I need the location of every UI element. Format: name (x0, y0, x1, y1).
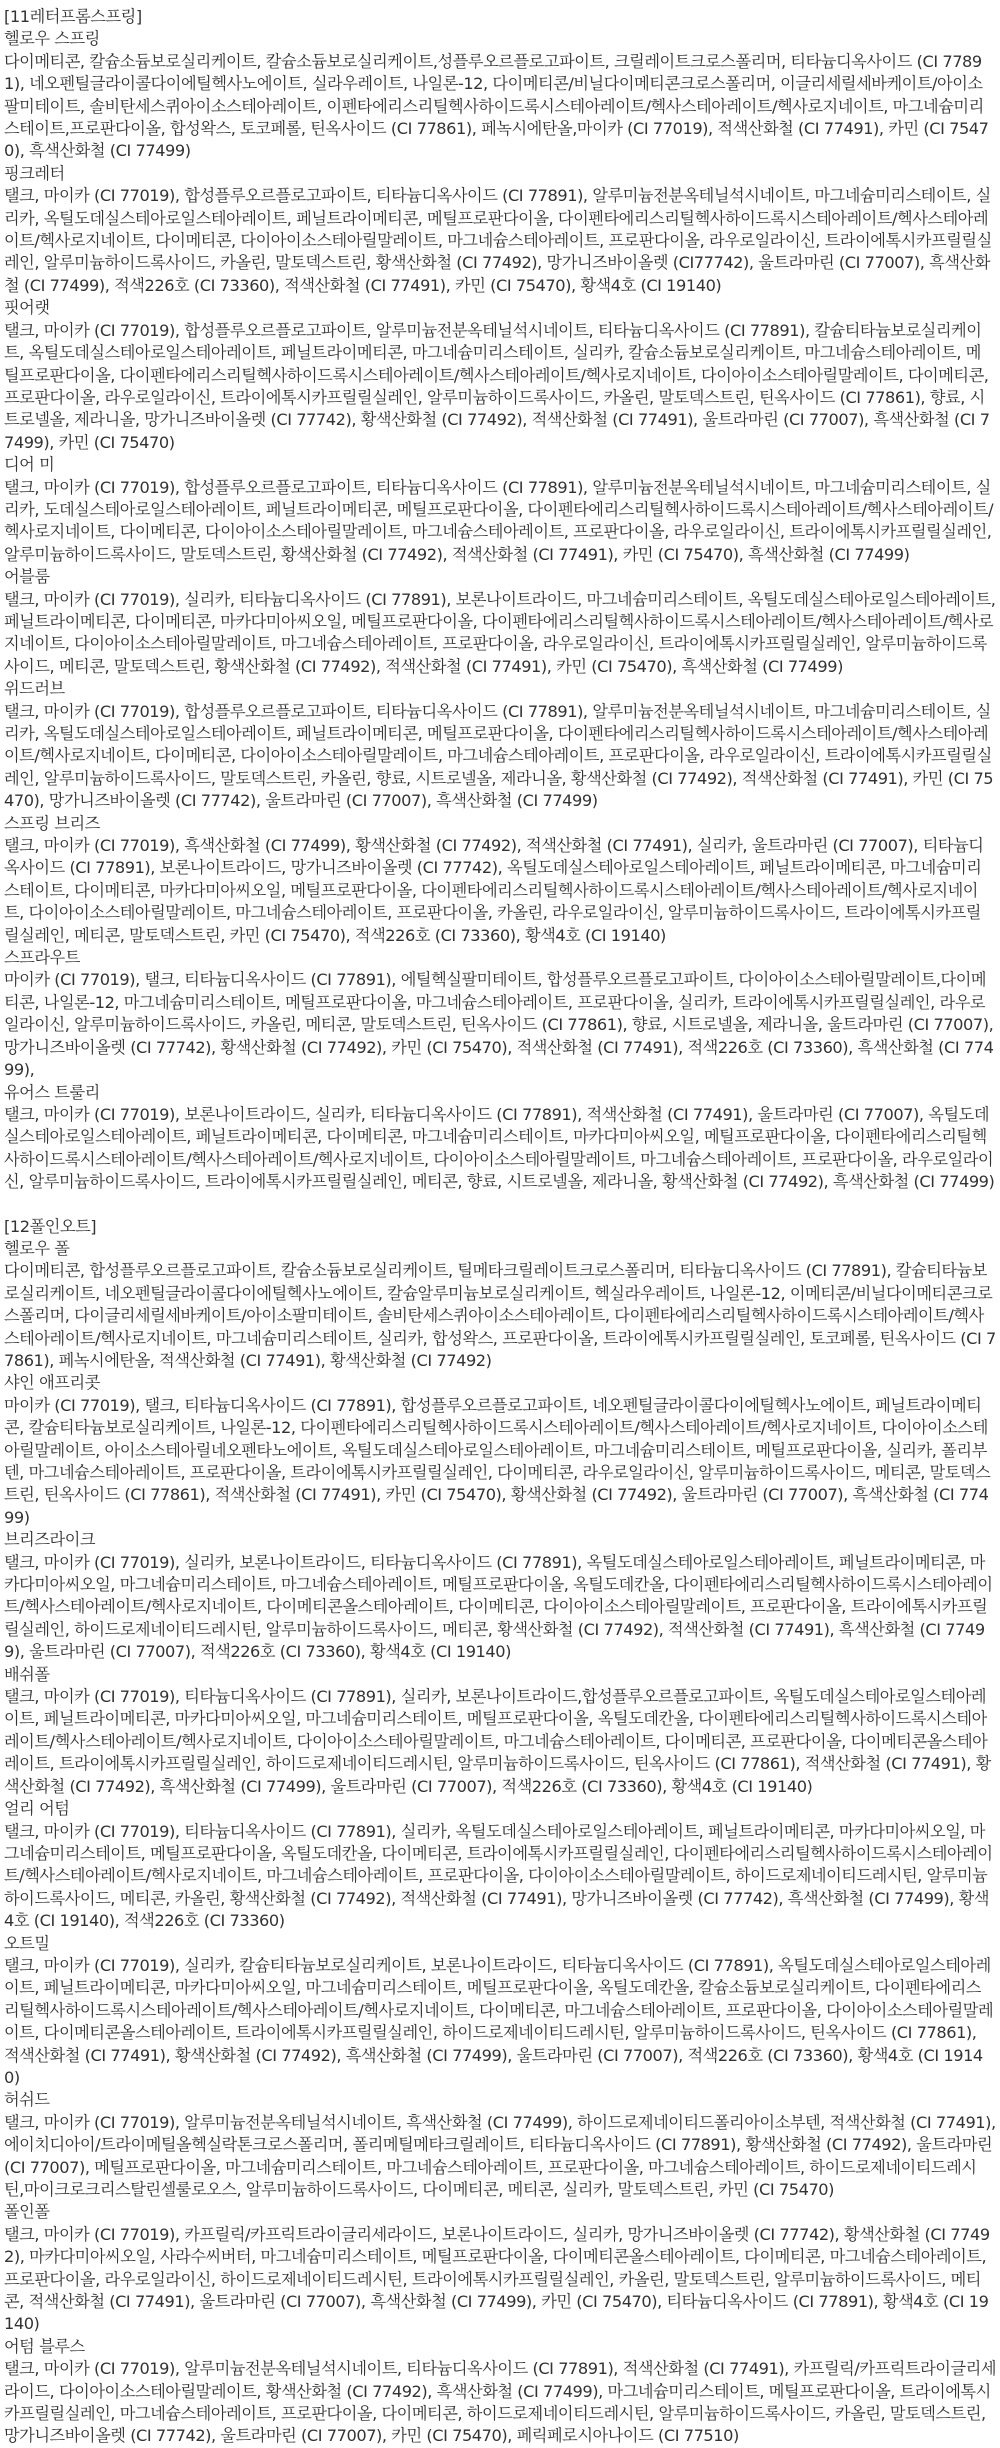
product-entry (4, 1933, 996, 2090)
product-name: 스프링 브리즈 (4, 813, 100, 833)
section-spacer (4, 1194, 996, 1216)
product-entry (4, 2201, 996, 2335)
ingredient-list: 마이카 (CI 77019), 탤크, 티타늄디옥사이드 (CI 77891), 에틸헥실팔미테이트, 합성플루오르플로고파이트, 다이아이소스테아릴말레이트,다이메티콘, 나일론-12, 마그네슘미리스테이트, 메틸프로판다이올, 마그네슘스테아레이트, 프로판다이올, 실리카, 트라이에톡시카프릴릴실레인, 라우로일라이신, 알루미늄하이드록사이드, 카올린, 메티콘, 말토덱스트린, 틴옥사이드 (CI 77861), 향료, 시트로넬올, 제라니올, 울트라마린 (CI 77007), 망가니즈바이올렛 (CI 77742), 황색산화철 (CI 77492), 카민 (CI 75470), 적색산화철 (CI 77491), 적색226호 (CI 73360), 흑색산화철 (CI 77499), (4, 970, 994, 1080)
section-header: [11레터프롬스프링] (4, 7, 142, 26)
ingredient-list: 탤크, 마이카 (CI 77019), 티타늄디옥사이드 (CI 77891), 실리카, 옥틸도데실스테아로일스테아레이트, 페닐트라이메티콘, 마카다미아씨오일, 마그네슘미리스테이트, 메틸프로판다이올, 옥틸도데칸올, 다이메티콘, 트라이에톡시카프릴릴실레인, 다이펜타에리스리틸헥사하이드록시스테아레이트/헥사스테아레이트/헥사로지네이트, 마그네슘스테아레이트, 프로판다이올, 다이아이소스테아릴말레이트, 하이드로제네이티드레시틴, 알루미늄하이드록사이드, 메티콘, 카올린, 황색산화철 (CI 77492), 적색산화철 (CI 77491), 망가니즈바이올렛 (CI 77742), 흑색산화철 (CI 77499), 황색4호 (CI 19140), 적색226호 (CI 73360) (4, 1821, 993, 1931)
ingredient-list: 탤크, 마이카 (CI 77019), 실리카, 칼슘티타늄보로실리케이트, 보론나이트라이드, 티타늄디옥사이드 (CI 77891), 옥틸도데실스테아로일스테아레이트, 페닐트라이메티콘, 마카다미아씨오일, 마그네슘미리스테이트, 메틸프로판다이올, 옥틸도데칸올, 칼슘소듐보로실리케이트, 다이펜타에리스리틸헥사하이드록시스테아레이트/헥사스테아레이트/헥사로지네이트, 다이메티콘, 마그네슘스테아레이트, 프로판다이올, 다이아이소스테아릴말레이트, 다이메티콘올스테아레이트, 트라이에톡시카프릴릴실레인, 하이드로제네이티드레시틴, 알루미늄하이드록사이드, 틴옥사이드 (CI 77861), 적색산화철 (CI 77491), 황색산화철 (CI 77492), 흑색산화철 (CI 77499), 울트라마린 (CI 77007), 적색226호 (CI 73360), 황색4호 (CI 19140) (4, 1955, 994, 2087)
product-name: 헬로우 폴 (4, 1238, 70, 1258)
product-name: 헬로우 스프링 (4, 29, 100, 49)
ingredient-list: 마이카 (CI 77019), 탤크, 티타늄디옥사이드 (CI 77891), 합성플루오르플로고파이트, 네오펜틸글라이콜다이에틸헥사노에이트, 페닐트라이메티콘, 칼슘티타늄보로실리케이트, 나일론-12, 다이펜타에리스리틸헥사하이드록시스테아레이트/헥사스테아레이트/헥사로지네이트, 다이아이소스테아릴말레이트, 아이소스테아릴네오펜타노에이트, 옥틸도데실스테아로일스테아레이트, 마그네슘미리스테이트, 메틸프로판다이올, 실리카, 폴리부텐, 마그네슘스테아레이트, 프로판다이올, 트라이에톡시카프릴릴실레인, 다이메티콘, 라우로일라이신, 알루미늄하이드록사이드, 메티콘, 말토덱스트린, 틴옥사이드 (CI 77861), 적색산화철 (CI 77491), 카민 (CI 75470), 황색산화철 (CI 77492), 울트라마린 (CI 77007), 흑색산화철 (CI 77499) (4, 1395, 991, 1527)
product-name: 오트밀 (4, 1933, 50, 1953)
section-fall-in-oat (4, 1216, 996, 2448)
product-entry (4, 28, 996, 162)
ingredient-list: 탤크, 마이카 (CI 77019), 티타늄디옥사이드 (CI 77891), 실리카, 보론나이트라이드,합성플루오르플로고파이트, 옥틸도데실스테아로일스테아레이트, 페닐트라이메티콘, 마카다미아씨오일, 마그네슘미리스테이트, 메틸프로판다이올, 옥틸도데칸올, 다이펜타에리스리틸헥사하이드록시스테아레이트/헥사스테아레이트/헥사로지네이트, 다이아이소스테아릴말레이트, 마그네슘스테아레이트, 다이메티콘, 프로판다이올, 다이메티콘올스테아레이트, 트라이에톡시카프릴릴실레인, 하이드로제네이티드레시틴, 알루미늄하이드록사이드, 틴옥사이드 (CI 77861), 적색산화철 (CI 77491), 황색산화철 (CI 77492), 흑색산화철 (CI 77499), 울트라마린 (CI 77007), 적색226호 (CI 73360), 황색4호 (CI 19140) (4, 1687, 991, 1796)
product-entry (4, 813, 996, 947)
ingredient-list: 탤크, 마이카 (CI 77019), 흑색산화철 (CI 77499), 황색산화철 (CI 77492), 적색산화철 (CI 77491), 실리카, 울트라마린 (CI 77007), 티타늄디옥사이드 (CI 77891), 보론나이트라이드, 망가니즈바이올렛 (CI 77742), 옥틸도데실스테아로일스테아레이트, 페닐트라이메티콘, 마그네슘미리스테이트, 다이메티콘, 마카다미아씨오일, 메틸프로판다이올, 다이펜타에리스리틸헥사하이드록시스테아레이트/헥사스테아레이트/헥사로지네이트, 다이아이소스테아릴말레이트, 마그네슘스테아레이트, 프로판다이올, 카올린, 라우로일라이신, 알루미늄하이드록사이드, 트라이에톡시카프릴릴실레인, 메티콘, 말토덱스트린, 카민 (CI 75470), 적색226호 (CI 73360), 황색4호 (CI 19140) (4, 836, 984, 945)
product-name: 디어 미 (4, 455, 55, 475)
ingredient-list: 탤크, 마이카 (CI 77019), 알루미늄전분옥테닐석시네이트, 티타늄디옥사이드 (CI 77891), 적색산화철 (CI 77491), 카프릴릭/카프릭트라이글리세라이드, 다이아이소스테아릴말레이트, 황색산화철 (CI 77492), 흑색산화철 (CI 77499), 마그네슘미리스테이트, 메틸프로판다이올, 트라이에톡시카프릴릴실레인, 마그네슘스테아레이트, 프로판다이올, 다이메티콘, 하이드로제네이티드레시틴, 알루미늄하이드록사이드, 카올린, 말토덱스트린, 망가니즈바이올렛 (CI 77742), 울트라마린 (CI 77007), 카민 (CI 75470), 페릭페로시아나이드 (CI 77510) (4, 2359, 997, 2446)
product-name: 어블룸 (4, 567, 50, 587)
product-name: 핑크레터 (4, 163, 65, 183)
product-entry (4, 297, 996, 454)
product-entry (4, 1529, 996, 1663)
product-name: 허쉬드 (4, 2090, 50, 2110)
product-name: 유어스 트룰리 (4, 1082, 100, 1102)
product-name: 샤인 애프리콧 (4, 1373, 100, 1393)
product-entry (4, 1664, 996, 1798)
product-entry (4, 2336, 996, 2448)
product-name: 스프라우트 (4, 948, 80, 968)
product-name: 폴인폴 (4, 2202, 50, 2222)
product-entry (4, 566, 996, 678)
ingredient-list: 탤크, 마이카 (CI 77019), 합성플루오르플로고파이트, 티타늄디옥사이드 (CI 77891), 알루미늄전분옥테닐석시네이트, 마그네슘미리스테이트, 실리카, 옥틸도데실스테아로일스테아레이트, 페닐트라이메티콘, 메틸프로판다이올, 다이펜타에리스리틸헥사하이드록시스테아레이트/헥사스테아레이트/헥사로지네이트, 다이메티콘, 다이아이소스테아릴말레이트, 마그네슘스테아레이트, 프로판다이올, 라우로일라이신, 트라이에톡시카프릴릴실레인, 알루미늄하이드록사이드, 카올린, 말토덱스트린, 황색산화철 (CI 77492), 망가니즈바이올렛 (CI77742), 울트라마린 (CI 77007), 흑색산화철 (CI 77499), 적색226호 (CI 73360), 적색산화철 (CI 77491), 카민 (CI 75470), 황색4호 (CI 19140) (4, 186, 992, 295)
product-name: 어텀 블루스 (4, 2336, 85, 2356)
product-entry (4, 947, 996, 1081)
product-entry (4, 1798, 996, 1932)
product-entry (4, 2089, 996, 2201)
ingredient-list: 탤크, 마이카 (CI 77019), 카프릴릭/카프릭트라이글리세라이드, 보론나이트라이드, 실리카, 망가니즈바이올렛 (CI 77742), 황색산화철 (CI 77492), 마카다미아씨오일, 사라수씨버터, 마그네슘미리스테이트, 메틸프로판다이올, 다이메티콘올스테아레이트, 다이메티콘, 마그네슘스테아레이트, 프로판다이올, 라우로일라이신, 하이드로제네이티드레시틴, 트라이에톡시카프릴릴실레인, 카올린, 말토덱스트린, 알루미늄하이드록사이드, 메티콘, 적색산화철 (CI 77491), 울트라마린 (CI 77007), 흑색산화철 (CI 77499), 카민 (CI 75470), 티타늄디옥사이드 (CI 77891), 황색4호 (CI 19140) (4, 2224, 990, 2334)
ingredient-list: 탤크, 마이카 (CI 77019), 보론나이트라이드, 실리카, 티타늄디옥사이드 (CI 77891), 적색산화철 (CI 77491), 울트라마린 (CI 77007), 옥틸도데실스테아로일스테아레이트, 페닐트라이메티콘, 다이메티콘, 마그네슘미리스테이트, 마카다미아씨오일, 메틸프로판다이올, 다이펜타에리스리틸헥사하이드록시스테아레이트/헥사스테아레이트/헥사로지네이트, 다이아이소스테아릴말레이트, 마그네슘스테아레이트, 프로판다이올, 라우로일라이신, 알루미늄하이드록사이드, 트라이에톡시카프릴릴실레인, 메티콘, 향료, 시트로넬올, 제라니올, 황색산화철 (CI 77492), 흑색산화철 (CI 77499) (4, 1104, 995, 1192)
product-entry (4, 454, 996, 566)
product-entry (4, 1238, 996, 1372)
ingredient-list: 탤크, 마이카 (CI 77019), 합성플루오르플로고파이트, 티타늄디옥사이드 (CI 77891), 알루미늄전분옥테닐석시네이트, 마그네슘미리스테이트, 실리카, 옥틸도데실스테아로일스테아레이트, 페닐트라이메티콘, 메틸프로판다이올, 다이펜타에리스리틸헥사하이드록시스테아레이트/헥사스테아레이트/헥사로지네이트, 다이메티콘, 다이아이소스테아릴말레이트, 마그네슘스테아레이트, 프로판다이올, 라우로일라이신, 트라이에톡시카프릴릴실레인, 알루미늄하이드록사이드, 말토덱스트린, 카올린, 향료, 시트로넬올, 제라니올, 황색산화철 (CI 77492), 적색산화철 (CI 77491), 카민 (CI 75470), 망가니즈바이올렛 (CI 77742), 울트라마린 (CI 77007), 흑색산화철 (CI 77499) (4, 701, 994, 811)
product-name: 핏어랫 (4, 298, 50, 318)
ingredient-list: 탤크, 마이카 (CI 77019), 실리카, 티타늄디옥사이드 (CI 77891), 보론나이트라이드, 마그네슘미리스테이트, 옥틸도데실스테아로일스테아레이트, 페닐트라이메티콘, 다이메티콘, 마카다미아씨오일, 메틸프로판다이올, 다이펜타에리스리틸헥사하이드록시스테아레이트/헥사스테아레이트/헥사로지네이트, 다이아이소스테아릴말레이트, 마그네슘스테아레이트, 프로판다이올, 라우로일라이신, 트라이에톡시카프릴릴실레인, 알루미늄하이드록사이드, 메티콘, 말토덱스트린, 황색산화철 (CI 77492), 적색산화철 (CI 77491), 카민 (CI 75470), 흑색산화철 (CI 77499) (4, 589, 996, 676)
product-name: 얼리 어텀 (4, 1799, 70, 1819)
product-name: 브리즈라이크 (4, 1530, 96, 1550)
ingredient-list: 다이메티콘, 칼슘소듐보로실리케이트, 칼슘소듐보로실리케이트,성플루오르플로고파이트, 크릴레이트크로스폴리머, 티타늄디옥사이드 (CI 77891), 네오펜틸글라이콜다이에틸헥사노에이트, 실라우레이트, 나일론-12, 다이메티콘/비닐다이메티콘크로스폴리머, 이글리세릴세바케이트/아이소팔미테이트, 솔비탄세스퀴아이소스테아레이트, 이펜타에리스리틸헥사하이드록시스테아레이트/헥사스테아레이트/헥사로지네이트, 마그네슘미리스테이트,프로판다이올, 합성왁스, 토코페롤, 틴옥사이드 (CI 77861), 페녹시에탄올,마이카 (CI 77019), 적색산화철 (CI 77491), 카민 (CI 75470), 흑색산화철 (CI 77499) (4, 51, 989, 161)
section-header: [12폴인오트] (4, 1216, 97, 1236)
product-entry (4, 678, 996, 812)
product-entry (4, 163, 996, 297)
ingredient-list: 다이메티콘, 합성플루오르플로고파이트, 칼슘소듐보로실리케이트, 틸메타크릴레이트크로스폴리머, 티타늄디옥사이드 (CI 77891), 칼슘티타늄보로실리케이트, 네오펜틸글라이콜다이에틸헥사노에이트, 칼슘알루미늄보로실리케이트, 헥실라우레이트, 나일론-12, 이메티콘/비닐다이메티콘크로스폴리머, 다이글리세릴세바케이트/아이소팔미테이트, 솔비탄세스퀴아이소스테아레이트, 다이펜타에리스리틸헥사하이드록시스테아레이트/헥사스테아레이트/헥사로지네이트, 마그네슘미리스테이트, 실리카, 합성왁스, 프로판다이올, 트라이에톡시카프릴릴실레인, 토코페롤, 틴옥사이드 (CI 77861), 페녹시에탄올, 적색산화철 (CI 77491), 황색산화철 (CI 77492) (4, 1261, 996, 1370)
ingredient-list: 탤크, 마이카 (CI 77019), 합성플루오르플로고파이트, 티타늄디옥사이드 (CI 77891), 알루미늄전분옥테닐석시네이트, 마그네슘미리스테이트, 실리카, 도데실스테아로일스테아레이트, 페닐트라이메티콘, 메틸프로판다이올, 다이펜타에리스리틸헥사하이드록시스테아레이트/헥사스테아레이트/헥사로지네이트, 다이메티콘, 다이아이소스테아릴말레이트, 마그네슘스테아레이트, 프로판다이올, 라우로일라이신, 트라이에톡시카프릴릴실레인, 알루미늄하이드록사이드, 말토덱스트린, 황색산화철 (CI 77492), 적색산화철 (CI 77491), 카민 (CI 75470), 흑색산화철 (CI 77499) (4, 477, 994, 564)
product-name: 위드러브 (4, 679, 65, 699)
product-entry (4, 1372, 996, 1529)
ingredient-list: 탤크, 마이카 (CI 77019), 실리카, 보론나이트라이드, 티타늄디옥사이드 (CI 77891), 옥틸도데실스테아로일스테아레이트, 페닐트라이메티콘, 마카다미아씨오일, 마그네슘미리스테이트, 마그네슘스테아레이트, 메틸프로판다이올, 옥틸도데칸올, 다이펜타에리스리틸헥사하이드록시스테아레이트/헥사스테아레이트/헥사로지네이트, 다이메티콘올스테아레이트, 다이메티콘, 다이아이소스테아릴말레이트, 프로판다이올, 트라이에톡시카프릴릴실레인, 하이드로제네이티드레시틴, 알루미늄하이드록사이드, 메티콘, 황색산화철 (CI 77492), 적색산화철 (CI 77491), 흑색산화철 (CI 77499), 울트라마린 (CI 77007), 적색226호 (CI 73360), 황색4호 (CI 19140) (4, 1552, 993, 1662)
product-entry (4, 1082, 996, 1194)
product-name: 배쉬폴 (4, 1664, 50, 1684)
section-letter-from-spring (4, 6, 996, 1194)
ingredient-list: 탤크, 마이카 (CI 77019), 알루미늄전분옥테닐석시네이트, 흑색산화철 (CI 77499), 하이드로제네이티드폴리아이소부텐, 적색산화철 (CI 77491), 에이치디아이/트라이메틸올헥실락톤크로스폴리머, 폴리메틸메타크릴레이트, 티타늄디옥사이드 (CI 77891), 황색산화철 (CI 77492), 울트라마린 (CI 77007), 메틸프로판다이올, 마그네슘미리스테이트, 마그네슘스테아레이트, 프로판다이올, 마그네슘스테아레이트, 하이드로제네이티드레시틴,마이크로크리스탈린셀룰로오스, 알루미늄하이드록사이드, 다이메티콘, 메티콘, 실리카, 말토덱스트린, 카민 (CI 75470) (4, 2112, 996, 2199)
ingredient-list: 탤크, 마이카 (CI 77019), 합성플루오르플로고파이트, 알루미늄전분옥테닐석시네이트, 티타늄디옥사이드 (CI 77891), 칼슘티타늄보로실리케이트, 옥틸도데실스테아로일스테아레이트, 페닐트라이메티콘, 마그네슘미리스테이트, 실리카, 칼슘소듐보로실리케이트, 마그네슘스테아레이트, 메틸프로판다이올, 다이펜타에리스리틸헥사하이드록시스테아레이트/헥사스테아레이트/헥사로지네이트, 다이아이소스테아릴말레이트, 다이메티콘, 프로판다이올, 라우로일라이신, 트라이에톡시카프릴릴실레인, 알루미늄하이드록사이드, 카올린, 말토덱스트린, 틴옥사이드 (CI 77861), 향료, 시트로넬올, 제라니올, 망가니즈바이올렛 (CI 77742), 황색산화철 (CI 77492), 적색산화철 (CI 77491), 울트라마린 (CI 77007), 흑색산화철 (CI 77499), 카민 (CI 75470) (4, 320, 990, 452)
